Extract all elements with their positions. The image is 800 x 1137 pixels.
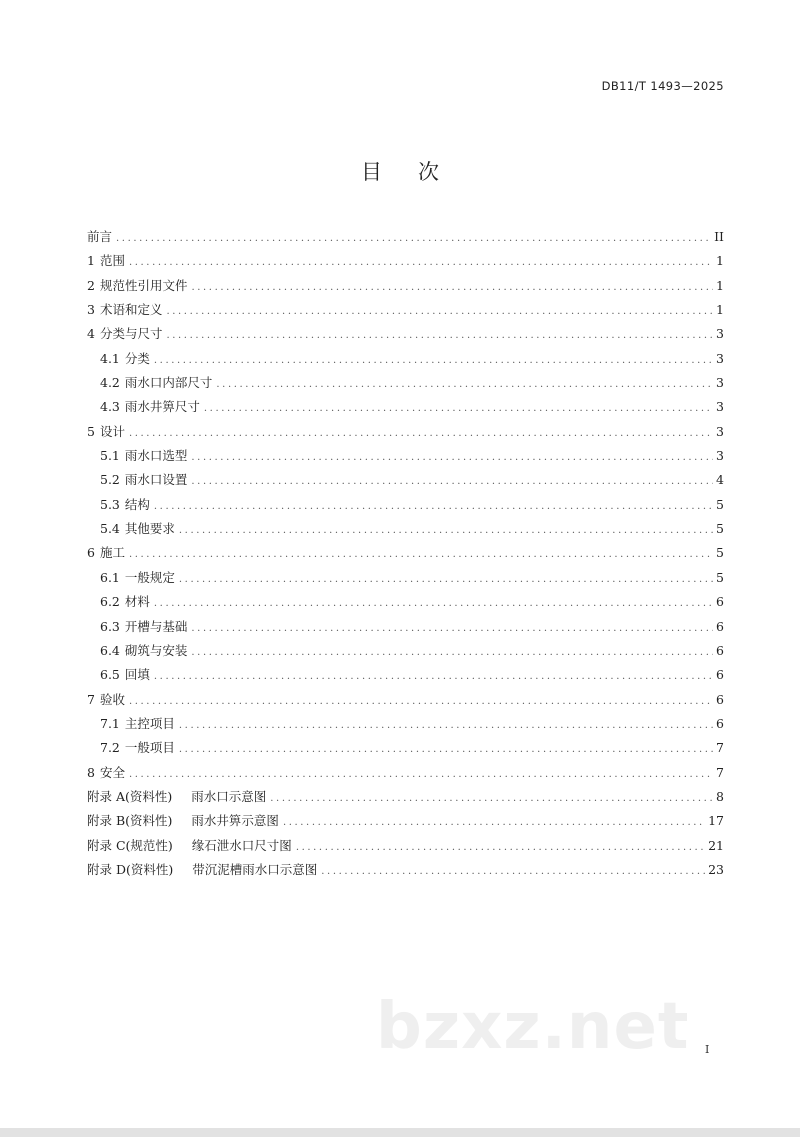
toc-leader-dots (179, 716, 713, 736)
toc-entry-number: 5.4 (100, 521, 120, 537)
toc-leader-dots (129, 765, 713, 785)
toc-leader-dots (154, 594, 713, 614)
toc-entry-page: 6 (716, 667, 724, 683)
toc-entry-title: 前言 (87, 229, 113, 244)
toc-entry[interactable] (87, 349, 724, 373)
toc-entry-number: 6.3 (100, 618, 120, 634)
toc-entry[interactable] (87, 300, 724, 324)
toc-entry-label (87, 836, 296, 856)
toc-entry-page: 6 (716, 618, 724, 634)
toc-title (0, 156, 800, 186)
toc-entry[interactable] (87, 836, 724, 860)
toc-entry-title: 开槽与基础 (124, 618, 188, 634)
toc-entry-number: 6.2 (100, 594, 120, 610)
toc-leader-dots (154, 351, 713, 371)
toc-entry-page: 8 (716, 788, 724, 804)
toc-entry-page: 6 (716, 594, 724, 610)
toc-entry-page: 6 (716, 715, 724, 731)
toc-entry[interactable] (87, 811, 724, 835)
toc-entry-label (87, 811, 283, 831)
toc-entry-label (100, 641, 191, 661)
toc-leader-dots (321, 862, 705, 882)
toc-entry[interactable] (87, 763, 724, 787)
toc-entry-label (87, 543, 129, 563)
toc-entry[interactable] (87, 227, 724, 251)
toc-entry-title: 雨水口设置 (124, 472, 188, 488)
toc-entry-page: 3 (716, 423, 724, 439)
toc-entry-title: 带沉泥槽雨水口示意图 (192, 861, 318, 877)
toc-entry-title: 主控项目 (124, 715, 175, 731)
toc-title-char-2: 次 (418, 160, 439, 184)
toc-entry-number: 6.5 (100, 667, 120, 683)
toc-entry-title: 一般规定 (124, 569, 175, 585)
toc-entry-number: 5.3 (100, 496, 120, 512)
toc-entry[interactable] (87, 470, 724, 494)
toc-entry-page: 6 (716, 642, 724, 658)
toc-entry-number: 3 (87, 302, 95, 318)
toc-entry-title: 施工 (99, 545, 125, 561)
toc-entry-title: 雨水井箅示意图 (191, 813, 279, 829)
toc-entry-page: 3 (716, 399, 724, 415)
toc-entry-label (100, 568, 179, 588)
page-number: I (705, 1043, 710, 1056)
toc-entry-label (100, 519, 179, 539)
toc-entry-label (87, 860, 321, 880)
toc-entry-page: II (714, 229, 724, 244)
toc-entry[interactable] (87, 543, 724, 567)
toc-entry-number: 6.1 (100, 569, 120, 585)
toc-leader-dots (116, 229, 711, 249)
toc-entry[interactable] (87, 665, 724, 689)
toc-entry[interactable] (87, 519, 724, 543)
toc-entry-label (87, 227, 116, 247)
toc-entry-label (100, 470, 191, 490)
toc-leader-dots (204, 399, 713, 419)
toc-entry-title: 结构 (124, 496, 150, 512)
toc-entry-page: 5 (716, 545, 724, 561)
toc-entry-title: 分类与尺寸 (99, 326, 163, 342)
toc-entry-number: 4.1 (100, 350, 120, 366)
toc-entry[interactable] (87, 617, 724, 641)
toc-entry-label (100, 495, 154, 515)
toc-entry-label (87, 787, 270, 807)
toc-entry-page: 3 (716, 350, 724, 366)
toc-entry[interactable] (87, 738, 724, 762)
toc-entry[interactable] (87, 397, 724, 421)
toc-leader-dots (216, 375, 713, 395)
toc-leader-dots (129, 545, 713, 565)
toc-leader-dots (191, 619, 713, 639)
toc-entry-title: 材料 (124, 594, 150, 610)
toc-leader-dots (191, 472, 713, 492)
toc-entry-title: 缘石泄水口尺寸图 (191, 837, 292, 853)
toc-entry-page: 5 (716, 569, 724, 585)
toc-entry-number: 7.1 (100, 715, 120, 731)
toc-entry-number: 4.3 (100, 399, 120, 415)
toc-entry[interactable] (87, 495, 724, 519)
toc-entry-label (100, 617, 191, 637)
toc-entry-label (87, 422, 129, 442)
toc-entry-number: 2 (87, 277, 95, 293)
toc-entry[interactable] (87, 276, 724, 300)
toc-entry-label (87, 276, 191, 296)
toc-entry-label (87, 690, 129, 710)
toc-entry-number: 附录 D(资料性) (87, 861, 174, 877)
toc-entry-title: 术语和定义 (99, 302, 163, 318)
toc-entry-number: 6.4 (100, 642, 120, 658)
toc-entry-page: 23 (708, 861, 724, 877)
toc-entry-title: 雨水口示意图 (191, 788, 267, 804)
toc-entry[interactable] (87, 860, 724, 884)
toc-entry-label (100, 714, 179, 734)
toc-leader-dots (179, 740, 713, 760)
toc-entry-title: 雨水口选型 (124, 448, 188, 464)
toc-entry[interactable] (87, 373, 724, 397)
toc-entry-title: 其他要求 (124, 521, 175, 537)
toc-entry-number: 8 (87, 764, 95, 780)
toc-leader-dots (154, 667, 713, 687)
toc-entry-title: 验收 (99, 691, 125, 707)
toc-leader-dots (283, 813, 705, 833)
table-of-contents (87, 227, 724, 884)
toc-entry[interactable] (87, 324, 724, 348)
toc-entry-label (100, 349, 154, 369)
toc-entry-title: 范围 (99, 253, 125, 269)
toc-entry-title: 雨水井箅尺寸 (124, 399, 200, 415)
toc-entry-page: 1 (716, 277, 724, 293)
toc-entry[interactable] (87, 592, 724, 616)
toc-entry-number: 4.2 (100, 375, 120, 391)
page-edge (0, 1128, 800, 1137)
toc-entry-number: 5 (87, 423, 95, 439)
toc-leader-dots (129, 424, 713, 444)
toc-entry-title: 一般项目 (124, 740, 175, 756)
toc-leader-dots (191, 643, 713, 663)
toc-entry-title: 回填 (124, 667, 150, 683)
toc-entry-title: 雨水口内部尺寸 (124, 375, 213, 391)
toc-leader-dots (179, 570, 713, 590)
toc-entry[interactable] (87, 422, 724, 446)
toc-entry-page: 7 (716, 740, 724, 756)
toc-title-char-1: 目 (361, 160, 382, 184)
toc-entry[interactable] (87, 690, 724, 714)
toc-entry-page: 1 (716, 302, 724, 318)
toc-entry-number: 附录 B(资料性) (87, 813, 173, 829)
toc-leader-dots (191, 278, 713, 298)
toc-entry[interactable] (87, 251, 724, 275)
toc-leader-dots (270, 789, 713, 809)
toc-entry-page: 4 (716, 472, 724, 488)
toc-entry-label (100, 592, 154, 612)
toc-entry-page: 6 (716, 691, 724, 707)
toc-entry-title: 砌筑与安装 (124, 642, 188, 658)
toc-entry-label (100, 665, 154, 685)
toc-entry-label (100, 373, 216, 393)
toc-entry-page: 21 (708, 837, 724, 853)
toc-entry[interactable] (87, 641, 724, 665)
toc-entry-number: 5.2 (100, 472, 120, 488)
toc-entry-page: 5 (716, 521, 724, 537)
toc-entry-number: 6 (87, 545, 95, 561)
toc-entry-number: 7 (87, 691, 95, 707)
toc-entry-number: 7.2 (100, 740, 120, 756)
toc-leader-dots (191, 448, 713, 468)
toc-entry-page: 3 (716, 448, 724, 464)
toc-entry-title: 分类 (124, 350, 150, 366)
toc-entry-label (87, 763, 129, 783)
toc-entry-label (100, 397, 204, 417)
toc-leader-dots (166, 302, 713, 322)
toc-entry-title: 安全 (99, 764, 125, 780)
toc-entry-page: 17 (708, 813, 724, 829)
toc-entry-number: 附录 C(规范性) (87, 837, 173, 853)
toc-entry-number: 附录 A(资料性) (87, 788, 173, 804)
toc-leader-dots (129, 692, 713, 712)
toc-leader-dots (166, 326, 713, 346)
toc-entry-number: 1 (87, 253, 95, 269)
toc-leader-dots (296, 838, 705, 858)
toc-entry-page: 7 (716, 764, 724, 780)
toc-entry[interactable] (87, 714, 724, 738)
toc-entry-number: 4 (87, 326, 95, 342)
toc-entry-page: 1 (716, 253, 724, 269)
toc-entry-title: 规范性引用文件 (99, 277, 188, 293)
toc-leader-dots (179, 521, 713, 541)
toc-entry-page: 5 (716, 496, 724, 512)
toc-entry-label (87, 300, 166, 320)
document-code: DB11/T 1493—2025 (601, 79, 724, 93)
toc-entry-page: 3 (716, 326, 724, 342)
toc-entry[interactable] (87, 568, 724, 592)
watermark: bzxz.net (376, 990, 690, 1064)
toc-leader-dots (129, 253, 713, 273)
toc-entry-label (87, 251, 129, 271)
toc-entry-label (100, 738, 179, 758)
toc-entry-label (100, 446, 191, 466)
toc-entry-title: 设计 (99, 423, 125, 439)
toc-leader-dots (154, 497, 713, 517)
toc-entry-label (87, 324, 166, 344)
toc-entry-number: 5.1 (100, 448, 120, 464)
toc-entry[interactable] (87, 787, 724, 811)
toc-entry[interactable] (87, 446, 724, 470)
toc-entry-page: 3 (716, 375, 724, 391)
